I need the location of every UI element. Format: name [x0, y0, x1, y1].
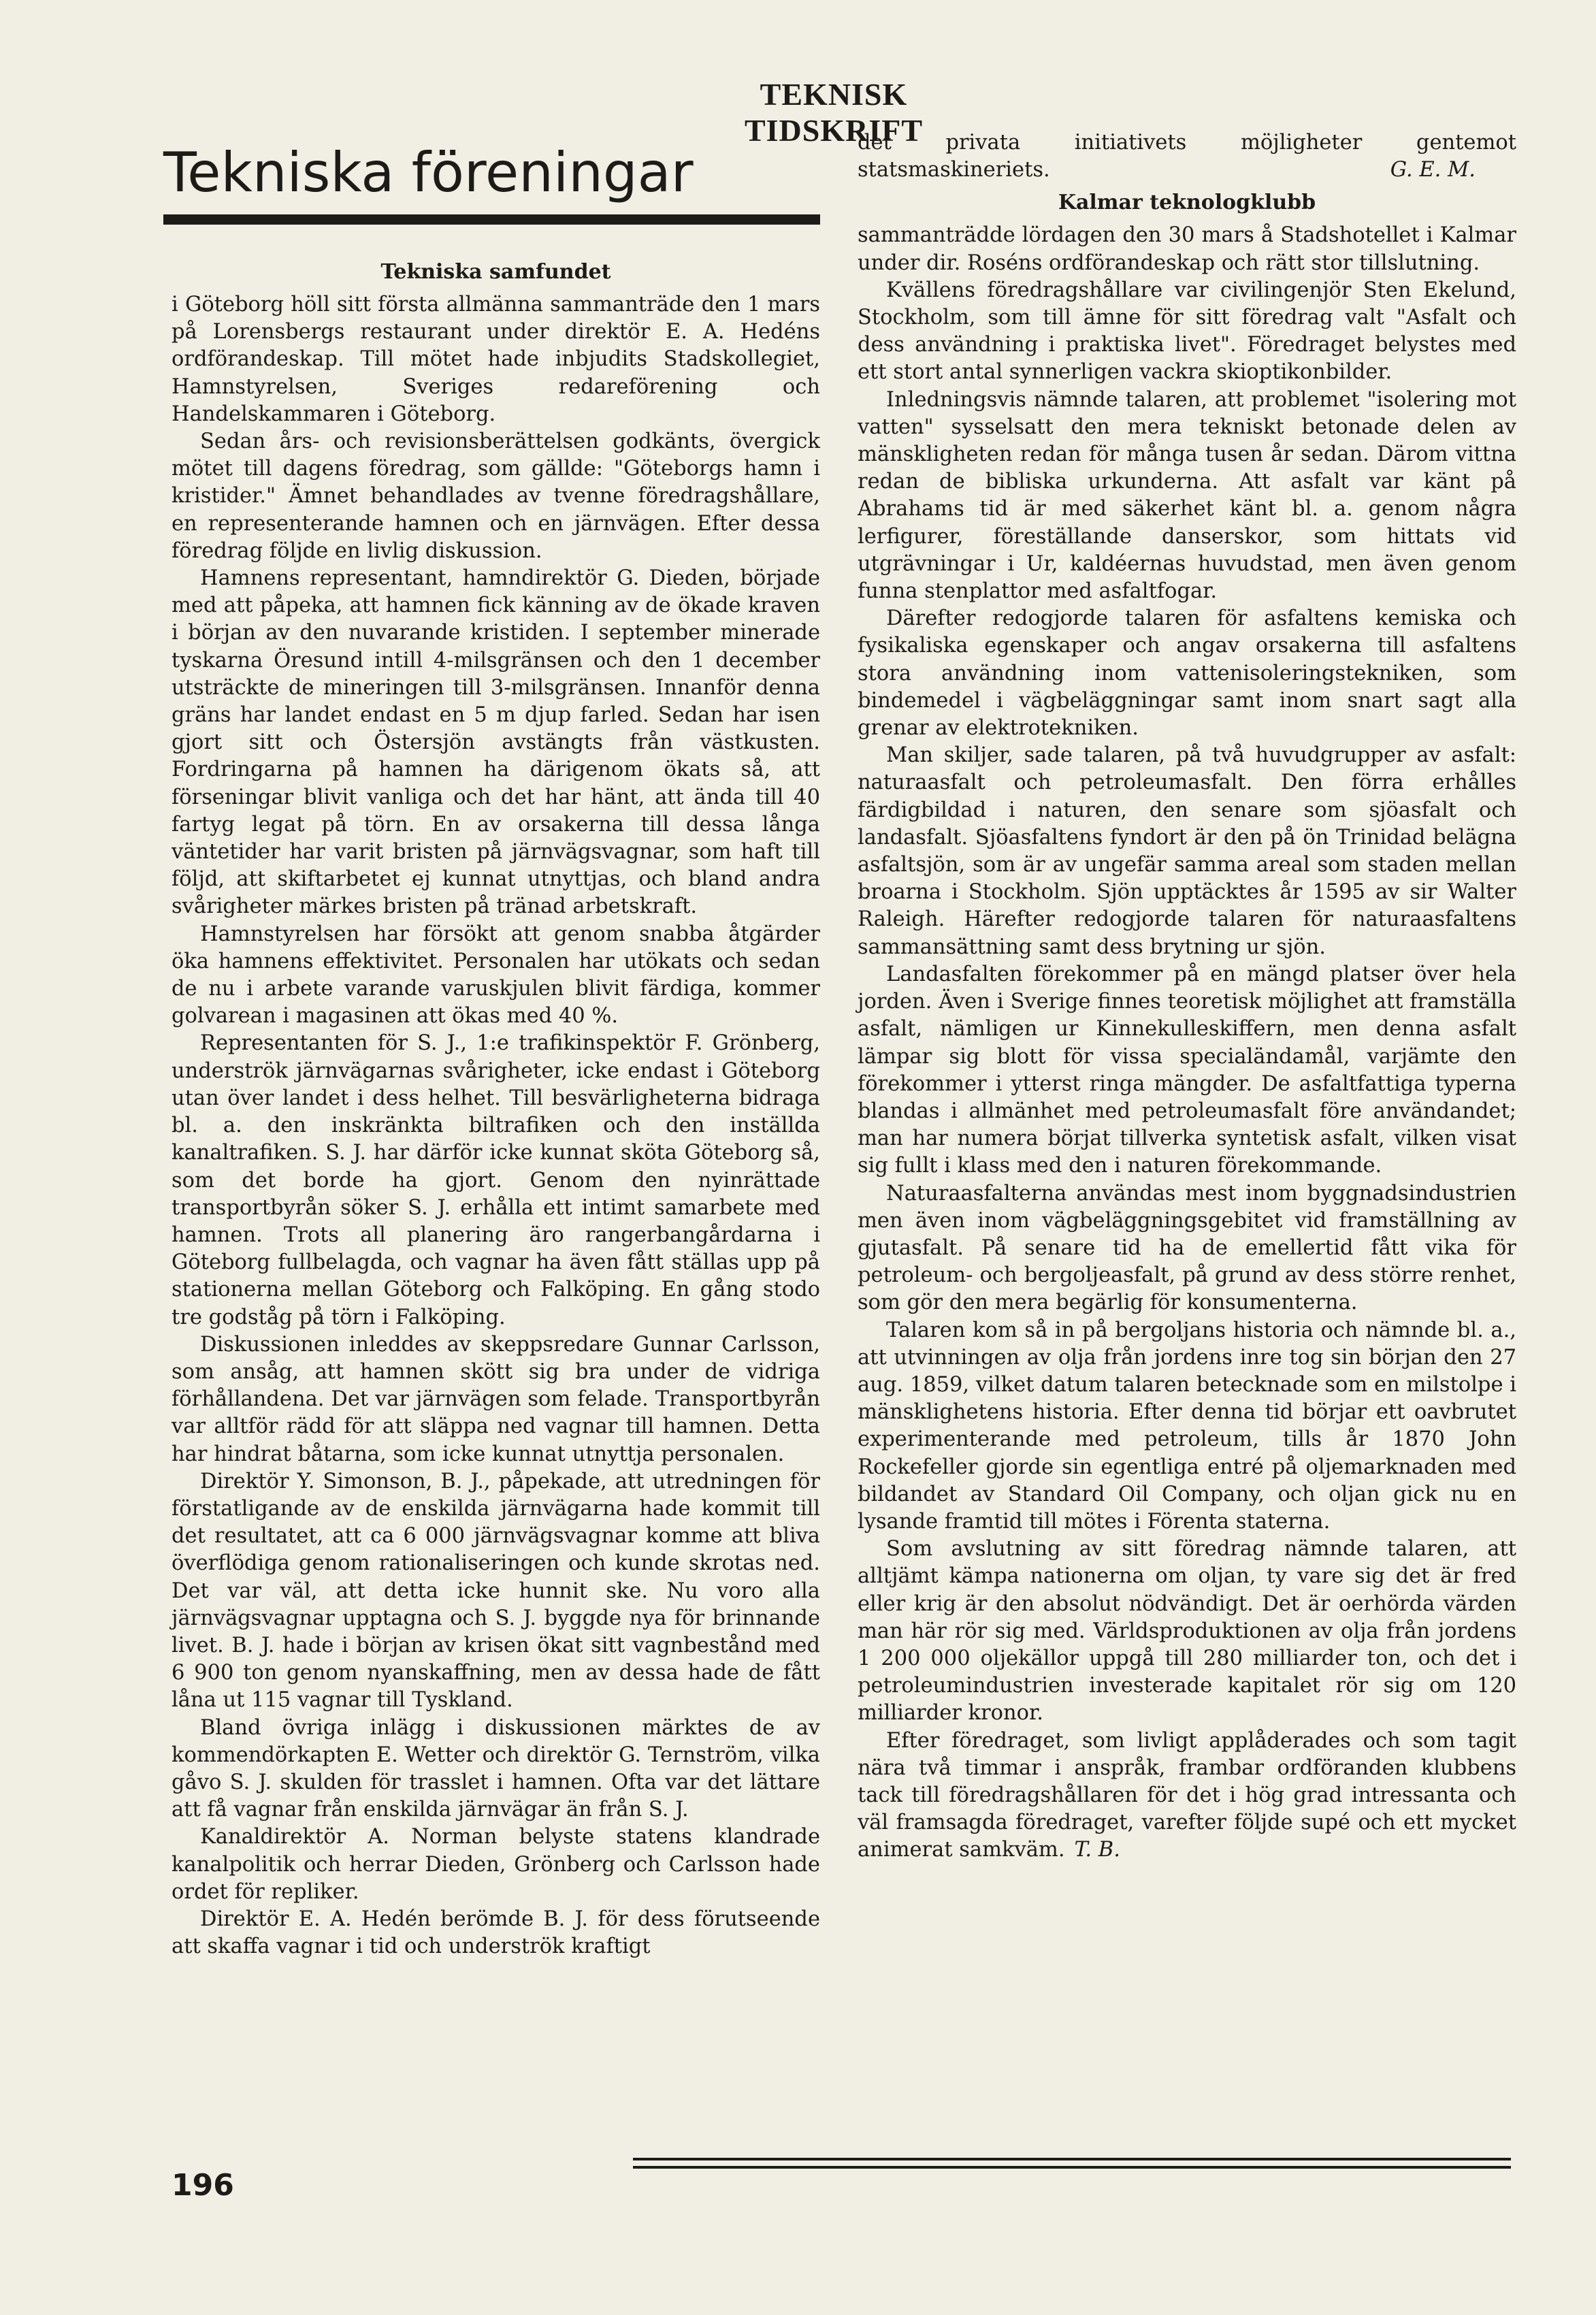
article-paragraph: Diskussionen inleddes av skeppsredare Gunnar Carlsson, som ansåg, att hamnen skött sig bra under de vidriga förhållandena. Det var järnvägen som felade. Transportbyrån var alltför rädd för att släppa ned vagnar till hamnen. Detta har hindrat båtarna, som icke kunnat utnyttja personalen. [172, 1332, 820, 1466]
final-paragraph-text: Efter föredraget, som livligt applåderades och som tagit nära två timmar i anspråk, frambar ordföranden klubbens tack till föredragshållaren för det i hög grad intressanta och väl framsagda föredraget, varefter följde supé och ett mycket animerat samkväm. [858, 1728, 1516, 1862]
article-paragraph: Kvällens föredragshållare var civilingenjör Sten Ekelund, Stockholm, som till ämne för sitt föredrag valt "Asfalt och dess användning i praktiska livet". Föredraget belystes med ett stort antal synnerligen vackra skioptikonbilder. [858, 278, 1516, 385]
article-paragraph: Direktör E. A. Hedén berömde B. J. för dess förutseende att skaffa vagnar i tid och underströk kraftigt [172, 1907, 820, 1959]
article-paragraph: Sedan års- och revisionsberättelsen godkänts, övergick mötet till dagens föredrag, som gällde: "Göteborgs hamn i kristider." Ämnet behandlades av tvenne föredragshållare, en representerande hamnen och en järnvägen. Efter dessa föredrag följde en livlig diskussion. [172, 430, 820, 563]
section-title: Tekniska föreningar [163, 141, 694, 204]
article-paragraph: Naturaasfalterna användas mest inom byggnadsindustrien men även inom vägbeläggningsgebitet vid framställning av gjutasfalt. På senare tid ha de emellertid fått vika för petroleum- och bergoljeasfalt, på grund av dess större renhet, som gör den mera begärlig för konsumenterna. [858, 1181, 1516, 1315]
title-rule [163, 214, 820, 225]
article-paragraph: Landasfalten förekommer på en mängd platser över hela jorden. Även i Sverige finnes teoretisk möjlighet att framställa asfalt, nämligen ur Kinnekulleskiffern, men denna asfalt lämpar sig blott för vissa specialändamål, varjämte den förekommer i ytterst ringa mängder. De asfaltfattiga typerna blandas i allmänhet med petroleumasfalt före användandet; man har numera börjat tillverka syntetisk asfalt, vilken visat sig fullt i klass med den i naturen förekommande. [858, 962, 1516, 1178]
article-paragraph: i Göteborg höll sitt första allmänna sammanträde den 1 mars på Lorensbergs restaurant under direktör E. A. Hedéns ordförandeskap. Till mötet hade inbjudits Stadskollegiet, Hamnstyrelsen, Sveriges redareförening och Handelskammaren i Göteborg. [172, 293, 820, 426]
author-signature: G. E. M. [1390, 158, 1476, 182]
author-signature-end: T. B. [1074, 1838, 1120, 1862]
article-paragraph: Som avslutning av sitt föredrag nämnde talaren, att alltjämt kämpa nationerna om oljan, ty vare sig det är fred eller krig är den absolut nödvändigt. Det är oerhörda värden man här rör sig med. Världsproduktionen av olja från jordens 1 200 000 oljekällor uppgå till 280 milliarder ton, och det i petroleumindustrien investerade kapitalet rör sig om 120 milliarder kronor. [858, 1537, 1516, 1726]
page-number: 196 [172, 2168, 234, 2203]
article-paragraph: Hamnstyrelsen har försökt att genom snabba åtgärder öka hamnens effektivitet. Personalen har utökats och sedan de nu i arbete varande varuskjulen blivit färdiga, kommer golvarean i magasinen att ökas med 40 %. [172, 922, 820, 1029]
article-paragraph: Direktör Y. Simonson, B. J., påpekade, att utredningen för förstatligande av de enskilda järnvägarna hade kommit till det resultatet, att ca 6 000 järnvägsvagnar komme att bliva överflödiga genom rationaliseringen och kunde skrotas ned. Det var väl, att detta icke hunnit ske. Nu voro alla järnvägsvagnar upptagna och S. J. byggde nya för brinnande livet. B. J. hade i början av krisen ökat sitt vagnbestånd med 6 900 ton genom nyanskaffning, men av dessa hade de fått låna ut 115 vagnar till Tyskland. [172, 1469, 820, 1713]
article-heading-tekniska-samfundet: Tekniska samfundet [380, 260, 611, 284]
article-paragraph: Inledningsvis nämnde talaren, att problemet "isolering mot vatten" sysselsatt den mera tekniskt betonade delen av mänskligheten redan för många tusen år sedan. Därom vittna redan de bibliska urkunderna. Att asfalt var känt på Abrahams tid är med säkerhet känt bl. a. genom några lerfigurer, föreställande danserskor, som hittats vid utgrävningar i Ur, kaldéernas huvudstad, men även genom funna stenplattor med asfaltfogar. [858, 387, 1516, 604]
left-column [172, 259, 820, 1960]
article-paragraph: Kanaldirektör A. Norman belyste statens klandrade kanalpolitik och herrar Dieden, Grönberg och Carlsson hade ordet för repliker. [172, 1825, 820, 1904]
right-column [858, 129, 1516, 1864]
article-paragraph-final [858, 1728, 1516, 1864]
article-paragraph: sammanträdde lördagen den 30 mars å Stadshotellet i Kalmar under dir. Roséns ordförandeskap och rätt stor tillslutning. [858, 223, 1516, 275]
article-paragraph: Hamnens representant, hamndirektör G. Dieden, började med att påpeka, att hamnen fick känning av de ökade kraven i början av den nuvarande kristiden. I september minerade tyskarna Öresund intill 4-milsgränsen och den 1 december utsträckte de mineringen till 3-milsgränsen. Innanför denna gräns har landet endast en 5 m djup farled. Sedan har isen gjort sitt och Östersjön avstängts från västkusten. Fordringarna på hamnen ha därigenom ökats så, att förseningar blivit vanliga och det har hänt, att ända till 40 fartyg legat på törn. En av orsakerna till dessa långa väntetider har varit bristen på järnvägsvagnar, som haft till följd, att skiftarbetet ej kunnat utnyttjas, och bland andra svårigheter märkes bristen på tränad arbetskraft. [172, 566, 820, 919]
article-paragraph: Representanten för S. J., 1:e trafikinspektör F. Grönberg, underströk järnvägarnas svårigheter, icke endast i Göteborg utan över landet i dess helhet. Till besvärligheterna bidraga bl. a. den inskränkta biltrafiken och den inställda kanaltrafiken. S. J. har därför icke kunnat sköta Göteborg så, som det borde ha gjort. Genom den nyinrättade transportbyrån söker S. J. erhålla ett intimt samarbete med hamnen. Trots all planering äro rangerbangårdarna i Göteborg fullbelagda, och vagnar ha även fått ställas upp på stationerna mellan Göteborg och Falköping. En gång stodo tre godståg på törn i Falköping. [172, 1031, 820, 1329]
article-paragraph: Man skiljer, sade talaren, på två huvudgrupper av asfalt: naturaasfalt och petroleumasfalt. Den förra erhålles färdigbildad i naturen, den senare som sjöasfalt och landasfalt. Sjöasfaltens fyndort är den på ön Trinidad belägna asfaltsjön, som är av ungefär samma areal som staden mellan broarna i Stockholm. Sjön upptäcktes år 1595 av sir Walter Raleigh. Härefter redogjorde talaren för naturaasfaltens sammansättning samt dess brytning ur sjön. [858, 743, 1516, 959]
article-paragraph: Talaren kom så in på bergoljans historia och nämnde bl. a., att utvinningen av olja från jordens inre tog sin början den 27 aug. 1859, vilket datum talaren betecknade som en milstolpe i mänsklighetens historia. Efter denna tid börjar ett oavbrutet experimenterande med petroleum, tills år 1870 John Rockefeller gjorde sin egentliga entré på oljemarknaden med bildandet av Standard Oil Company, och oljan gick nu en lysande framtid till mötes i Förenta staterna. [858, 1318, 1516, 1534]
masthead: TEKNISK TIDSKRIFT [744, 77, 924, 148]
article-heading-kalmar-teknologklubb: Kalmar teknologklubb [1058, 191, 1316, 215]
continued-paragraph [858, 129, 1516, 184]
article-paragraph: Därefter redogjorde talaren för asfaltens kemiska och fysikaliska egenskaper och angav orsakerna till asfaltens stora användning inom vattenisoleringstekniken, som bindemedel i vägbeläggningar samt inom snart sagt alla grenar av elektrotekniken. [858, 606, 1516, 741]
continuation-text: det privata initiativets möjligheter gentemot statsmaskineriets. [858, 131, 1516, 182]
footer-rule [633, 2158, 1511, 2160]
article-paragraph: Bland övriga inlägg i diskussionen märktes de av kommendörkapten E. Wetter och direktör G. Ternström, vilka gåvo S. J. skulden för trasslet i hamnen. Ofta var det lättare att få vagnar från enskilda järnvägar än från S. J. [172, 1715, 820, 1822]
footer-rule [633, 2166, 1511, 2169]
